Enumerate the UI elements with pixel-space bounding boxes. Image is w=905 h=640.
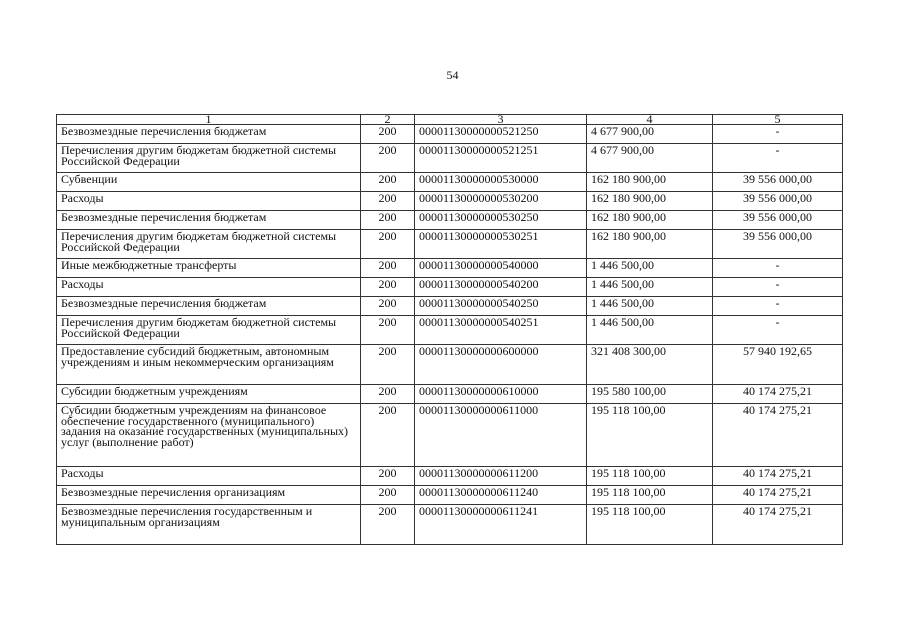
cell-amount-executed: 39 556 000,00 (713, 211, 843, 230)
table-row (57, 144, 843, 173)
cell-code: 200 (361, 173, 415, 192)
cell-name: Безвозмездные перечисления бюджетам (57, 297, 361, 316)
cell-amount-plan: 162 180 900,00 (587, 192, 713, 211)
cell-amount-plan: 1 446 500,00 (587, 316, 713, 345)
column-header-2: 2 (361, 115, 415, 125)
cell-amount-plan: 1 446 500,00 (587, 297, 713, 316)
table-row (57, 486, 843, 505)
cell-name: Субсидии бюджетным учреждениям (57, 385, 361, 404)
cell-target-article: 00001130000000611200 (415, 467, 587, 486)
cell-amount-executed: 40 174 275,21 (713, 404, 843, 467)
cell-code: 200 (361, 467, 415, 486)
cell-target-article: 00001130000000521250 (415, 125, 587, 144)
column-header-3: 3 (415, 115, 587, 125)
cell-target-article: 00001130000000530200 (415, 192, 587, 211)
cell-amount-plan: 1 446 500,00 (587, 278, 713, 297)
cell-name: Расходы (57, 192, 361, 211)
cell-amount-executed: - (713, 278, 843, 297)
cell-amount-executed: 40 174 275,21 (713, 385, 843, 404)
cell-amount-executed: 40 174 275,21 (713, 486, 843, 505)
cell-code: 200 (361, 505, 415, 545)
cell-name: Безвозмездные перечисления организациям (57, 486, 361, 505)
table-row (57, 173, 843, 192)
table-row (57, 385, 843, 404)
cell-target-article: 00001130000000611241 (415, 505, 587, 545)
cell-amount-plan: 195 118 100,00 (587, 467, 713, 486)
cell-name: Безвозмездные перечисления государственным и муниципальным организациям (57, 505, 361, 545)
cell-amount-plan: 4 677 900,00 (587, 125, 713, 144)
cell-amount-plan: 195 580 100,00 (587, 385, 713, 404)
cell-target-article: 00001130000000611000 (415, 404, 587, 467)
table-row (57, 316, 843, 345)
cell-code: 200 (361, 297, 415, 316)
cell-code: 200 (361, 211, 415, 230)
cell-code: 200 (361, 486, 415, 505)
cell-target-article: 00001130000000611240 (415, 486, 587, 505)
cell-name: Субвенции (57, 173, 361, 192)
table-row (57, 297, 843, 316)
cell-code: 200 (361, 316, 415, 345)
cell-amount-executed: - (713, 297, 843, 316)
cell-amount-executed: 39 556 000,00 (713, 192, 843, 211)
cell-name: Расходы (57, 467, 361, 486)
cell-amount-executed: 39 556 000,00 (713, 173, 843, 192)
cell-amount-plan: 162 180 900,00 (587, 230, 713, 259)
cell-target-article: 00001130000000540250 (415, 297, 587, 316)
cell-name: Расходы (57, 278, 361, 297)
budget-table (56, 114, 843, 545)
cell-code: 200 (361, 278, 415, 297)
cell-amount-executed: - (713, 316, 843, 345)
cell-target-article: 00001130000000530000 (415, 173, 587, 192)
table-row (57, 192, 843, 211)
table-body (57, 125, 843, 545)
cell-amount-plan: 1 446 500,00 (587, 259, 713, 278)
cell-name: Субсидии бюджетным учреждениям на финансовое обеспечение государственного (муниципального) задания на оказание государственных (муниципальных) услуг (выполнение работ) (57, 404, 361, 467)
cell-code: 200 (361, 192, 415, 211)
cell-amount-executed: 40 174 275,21 (713, 467, 843, 486)
cell-name: Иные межбюджетные трансферты (57, 259, 361, 278)
cell-amount-plan: 195 118 100,00 (587, 486, 713, 505)
cell-target-article: 00001130000000530250 (415, 211, 587, 230)
cell-code: 200 (361, 385, 415, 404)
cell-name: Перечисления другим бюджетам бюджетной системы Российской Федерации (57, 316, 361, 345)
cell-code: 200 (361, 404, 415, 467)
cell-name: Перечисления другим бюджетам бюджетной системы Российской Федерации (57, 144, 361, 173)
table-row (57, 278, 843, 297)
table-row (57, 230, 843, 259)
cell-amount-plan: 4 677 900,00 (587, 144, 713, 173)
cell-amount-executed: - (713, 259, 843, 278)
cell-amount-executed: 39 556 000,00 (713, 230, 843, 259)
cell-name: Предоставление субсидий бюджетным, автономным учреждениям и иным некоммерческим организациям (57, 345, 361, 385)
cell-target-article: 00001130000000540200 (415, 278, 587, 297)
cell-name: Безвозмездные перечисления бюджетам (57, 211, 361, 230)
cell-name: Безвозмездные перечисления бюджетам (57, 125, 361, 144)
cell-target-article: 00001130000000540251 (415, 316, 587, 345)
table-row (57, 467, 843, 486)
cell-amount-plan: 162 180 900,00 (587, 211, 713, 230)
cell-amount-executed: 40 174 275,21 (713, 505, 843, 545)
cell-amount-plan: 195 118 100,00 (587, 505, 713, 545)
cell-target-article: 00001130000000521251 (415, 144, 587, 173)
table-row (57, 125, 843, 144)
column-header-4: 4 (587, 115, 713, 125)
cell-code: 200 (361, 144, 415, 173)
cell-amount-executed: - (713, 144, 843, 173)
cell-code: 200 (361, 345, 415, 385)
cell-target-article: 00001130000000540000 (415, 259, 587, 278)
table-row (57, 211, 843, 230)
cell-amount-executed: 57 940 192,65 (713, 345, 843, 385)
cell-code: 200 (361, 230, 415, 259)
cell-amount-executed: - (713, 125, 843, 144)
table-row (57, 259, 843, 278)
cell-amount-plan: 195 118 100,00 (587, 404, 713, 467)
cell-amount-plan: 321 408 300,00 (587, 345, 713, 385)
column-header-1: 1 (57, 115, 361, 125)
table-row (57, 404, 843, 467)
cell-code: 200 (361, 259, 415, 278)
cell-target-article: 00001130000000610000 (415, 385, 587, 404)
header-row (57, 115, 843, 125)
table-row (57, 505, 843, 545)
cell-target-article: 00001130000000600000 (415, 345, 587, 385)
page-number: 54 (446, 68, 459, 82)
table-row (57, 345, 843, 385)
cell-target-article: 00001130000000530251 (415, 230, 587, 259)
column-header-5: 5 (713, 115, 843, 125)
cell-name: Перечисления другим бюджетам бюджетной системы Российской Федерации (57, 230, 361, 259)
cell-amount-plan: 162 180 900,00 (587, 173, 713, 192)
cell-code: 200 (361, 125, 415, 144)
